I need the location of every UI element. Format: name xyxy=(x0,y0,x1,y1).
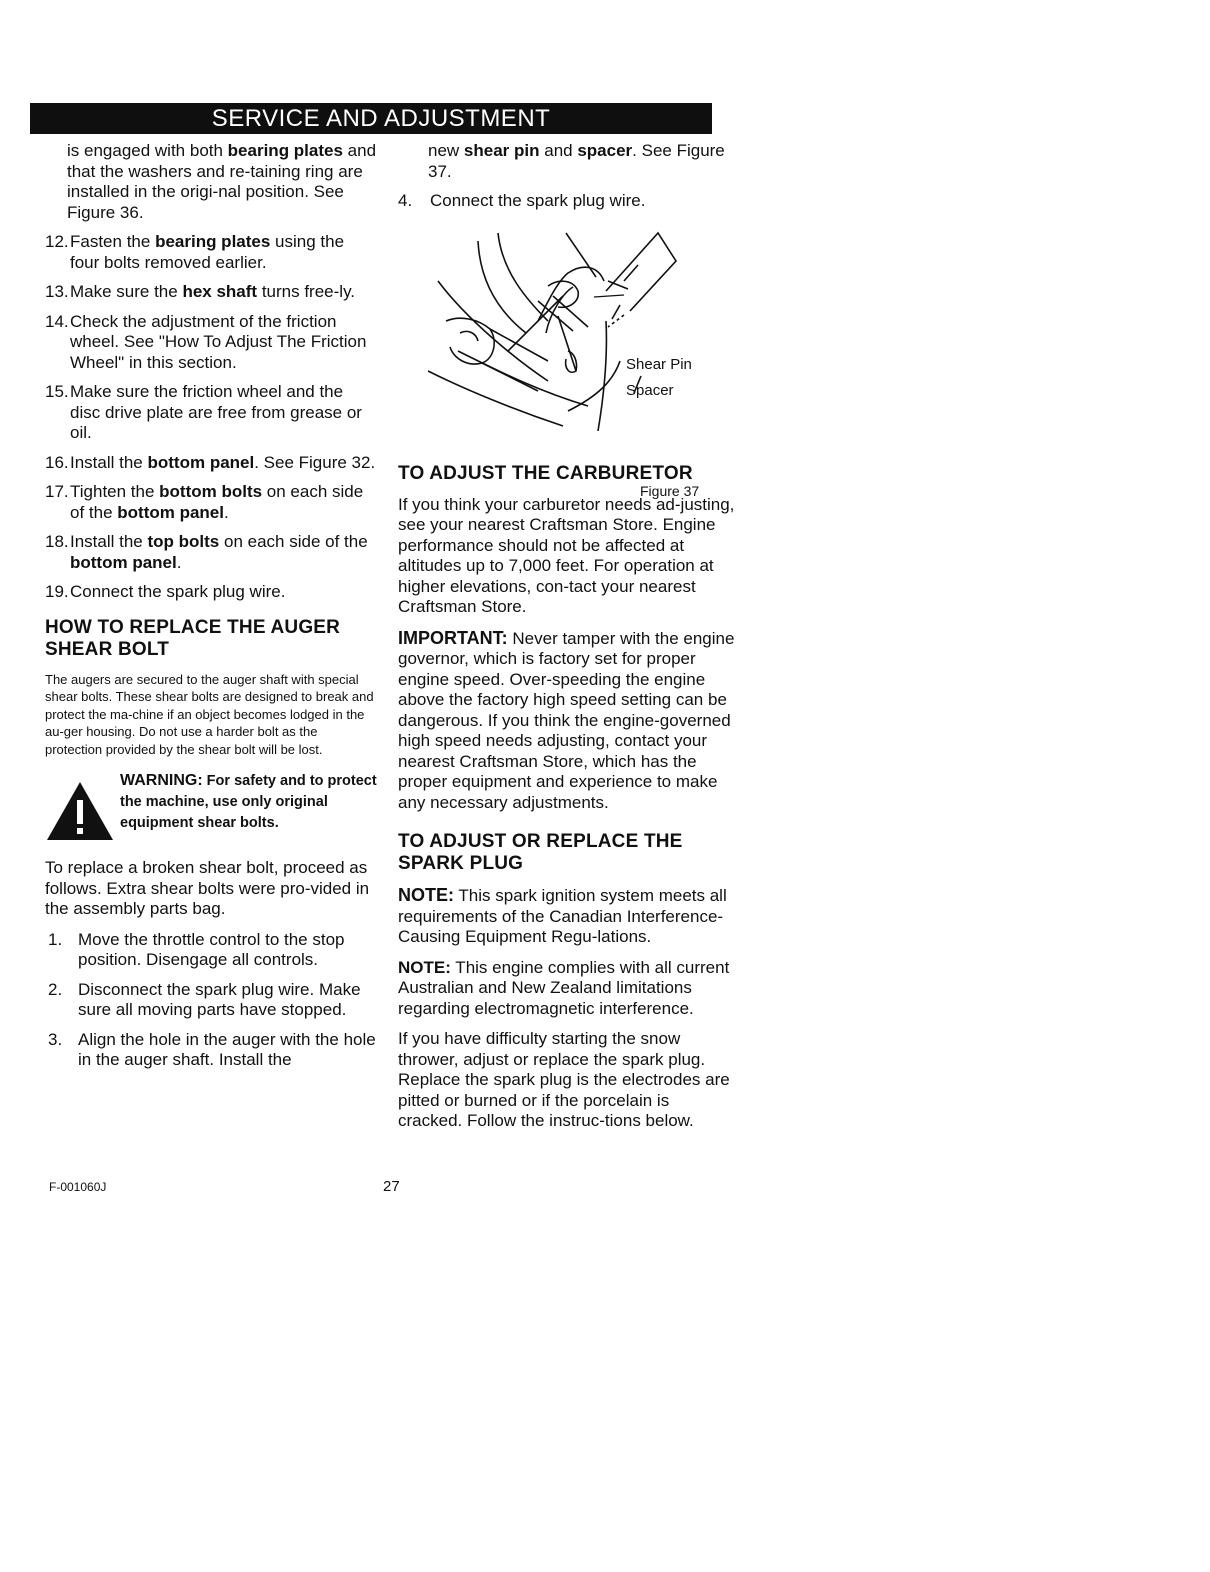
warning-box xyxy=(45,770,378,842)
list-item: 13. Make sure the hex shaft turns free-ly. xyxy=(45,282,356,301)
section-title-banner: SERVICE AND ADJUSTMENT xyxy=(30,103,712,134)
auger-description: The augers are secured to the auger shaft with special shear bolts. These shear bolts are designed to break and protect the ma-chine if an object becomes lodged in the au-ger housing. Do not use a harder bolt as the protection provided by the shear bolt will be lost. xyxy=(45,671,374,757)
list-item: 3. Align the hole in the auger with the hole in the auger shaft. Install the xyxy=(48,1029,376,1069)
list-item: 2. Disconnect the spark plug wire. Make sure all moving parts have stopped. xyxy=(48,979,361,1019)
list-item: 1. Move the throttle control to the stop position. Disengage all controls. xyxy=(48,929,345,969)
list-item: 18. Install the top bolts on each side of the bottom panel. xyxy=(45,532,368,572)
list-item: 12. Fasten the bearing plates using the four bolts removed earlier. xyxy=(45,232,345,272)
warning-triangle-icon xyxy=(45,780,115,842)
note-canadian: NOTE: This spark ignition system meets all requirements of the Canadian Interference-Causing Equipment Regu-lations. xyxy=(398,885,727,946)
note-australian: NOTE: This engine complies with all current Australian and New Zealand limitations regarding electromagnetic interference. xyxy=(398,957,730,1018)
auger-heading: HOW TO REPLACE THE AUGER SHEAR BOLT xyxy=(45,616,341,660)
document-code: F-001060J xyxy=(49,1180,107,1194)
list-item: 14. Check the adjustment of the friction wheel. See "How To Adjust The Friction Wheel" in this section. xyxy=(45,311,367,372)
continued-step-text: is engaged with both bearing plates and that the washers and re-taining ring are installed in the origi-nal position. See Figure 36. xyxy=(67,141,377,222)
continued-step-text: new shear pin and spacer. See Figure 37. xyxy=(428,141,725,181)
list-item: 4. Connect the spark plug wire. xyxy=(398,191,646,210)
list-item: 16. Install the bottom panel. See Figure 32. xyxy=(45,452,376,472)
spark-plug-heading: TO ADJUST OR REPLACE THE SPARK PLUG xyxy=(398,831,683,874)
shear-pin-diagram xyxy=(398,221,736,443)
carburetor-text: If you think your carburetor needs ad-justing, see your nearest Craftsman Store. Engine performance should not be affected at altitudes up to 7,000 feet. For operation at higher elevations, con-tact your nearest Craftsman Store. xyxy=(398,494,735,616)
spark-plug-text: If you have difficulty starting the snow thrower, adjust or replace the spark plug. Replace the spark plug is the electrodes are pitted or burned or if the porcelain is cracked. Follow the instruc-tions below. xyxy=(398,1029,730,1130)
important-note: IMPORTANT: Never tamper with the engine governor, which is factory set for proper engine speed. Over-speeding the engine above the factory high speed setting can be dangerous. If you think the engine-governed high speed needs adjusting, contact your nearest Craftsman Store, which has the proper equipment and experience to make any necessary adjustments. xyxy=(398,627,735,812)
figure-caption: Figure 37 xyxy=(640,482,700,499)
replace-intro: To replace a broken shear bolt, proceed as follows. Extra shear bolts were pro-vided in the assembly parts bag. xyxy=(45,858,370,918)
label-spacer: Spacer xyxy=(626,381,674,399)
page-number: 27 xyxy=(383,1178,400,1195)
right-column xyxy=(398,141,736,1142)
warning-text: WARNING: For safety and to protect the machine, use only original equipment shear bolts. xyxy=(120,772,377,831)
left-column xyxy=(45,141,378,1080)
label-shear-pin: Shear Pin xyxy=(626,355,692,373)
list-item: 19. Connect the spark plug wire. xyxy=(45,582,286,601)
list-item: 15. Make sure the friction wheel and the disc drive plate are free from grease or oil. xyxy=(45,382,362,442)
carburetor-heading: TO ADJUST THE CARBURETOR xyxy=(398,462,693,484)
list-item: 17. Tighten the bottom bolts on each side of the bottom panel. xyxy=(45,482,364,522)
